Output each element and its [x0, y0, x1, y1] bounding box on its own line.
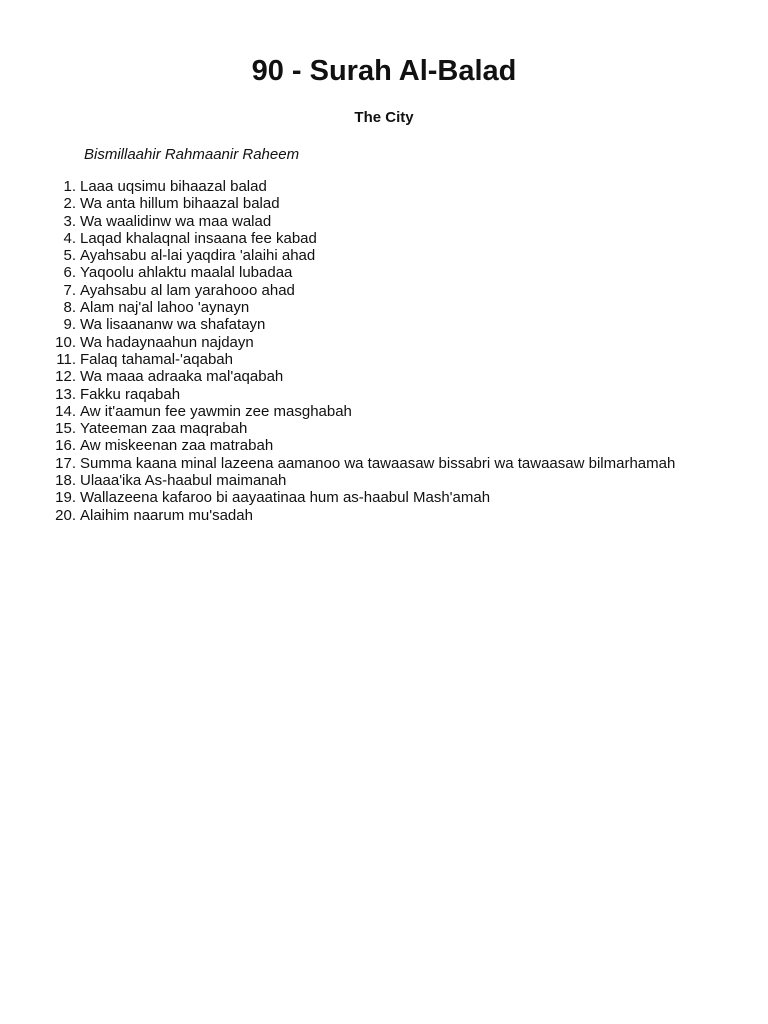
- verse-number: 18.: [55, 472, 76, 490]
- verse-text: Wa lisaananw wa shafatayn: [80, 316, 266, 334]
- verse-number: 16.: [55, 437, 76, 455]
- verse-number: 15.: [55, 420, 76, 438]
- verse-number: 1.: [63, 178, 76, 195]
- verse-text: Wa hadaynaahun najdayn: [80, 333, 254, 351]
- verse-item: [0, 403, 675, 420]
- verse-text: Ayahsabu al lam yarahooo ahad: [80, 281, 295, 299]
- verse-text: Ulaaa'ika As-haabul maimanah: [80, 472, 287, 490]
- verse-text: Alaihim naarum mu'sadah: [80, 506, 253, 524]
- verse-text: Wa waalidinw wa maa walad: [80, 212, 272, 230]
- verse-number: 13.: [55, 385, 76, 403]
- verse-item: [0, 316, 675, 333]
- verse-item: [0, 437, 675, 454]
- verse-text: Laaa uqsimu bihaazal balad: [80, 178, 267, 195]
- verse-number: 19.: [55, 489, 76, 507]
- verse-number: 2.: [63, 195, 76, 213]
- verse-item: [0, 264, 675, 281]
- verse-item: [0, 299, 675, 316]
- verse-text: Laqad khalaqnal insaana fee kabad: [80, 229, 317, 247]
- verse-text: Falaq tahamal-'aqabah: [80, 350, 233, 368]
- verse-list: [0, 178, 675, 524]
- verse-item: [0, 386, 675, 403]
- verse-number: 4.: [63, 229, 76, 247]
- verse-number: 10.: [55, 333, 76, 351]
- verse-number: 5.: [63, 247, 76, 265]
- verse-item: [0, 178, 675, 195]
- verse-text: Aw miskeenan zaa matrabah: [80, 437, 274, 455]
- verse-number: 7.: [63, 281, 76, 299]
- verse-number: 17.: [55, 454, 76, 472]
- verse-number: 11.: [56, 350, 76, 368]
- verse-item: [0, 282, 675, 299]
- verse-item: [0, 420, 675, 437]
- verse-number: 6.: [63, 264, 76, 282]
- verse-item: [0, 334, 675, 351]
- verse-text: Yaqoolu ahlaktu maalal lubadaa: [80, 264, 293, 282]
- verse-item: [0, 247, 675, 264]
- verse-item: [0, 351, 675, 368]
- verse-text: Alam naj'al lahoo 'aynayn: [80, 299, 250, 317]
- verse-item: [0, 368, 675, 385]
- verse-text: Yateeman zaa maqrabah: [80, 420, 248, 438]
- verse-number: 20.: [55, 506, 76, 524]
- verse-item: [0, 230, 675, 247]
- verse-number: 3.: [63, 212, 76, 230]
- verse-text: Summa kaana minal lazeena aamanoo wa tawaasaw bissabri wa tawaasaw bilmarhamah: [80, 454, 676, 472]
- verse-item: [0, 489, 675, 506]
- verse-text: Aw it'aamun fee yawmin zee masghabah: [80, 402, 352, 420]
- verse-item: [0, 472, 675, 489]
- bismillah-line: Bismillaahir Rahmaanir Raheem: [84, 146, 300, 163]
- verse-text: Fakku raqabah: [80, 385, 181, 403]
- verse-number: 8.: [63, 299, 76, 317]
- verse-text: Wa maaa adraaka mal'aqabah: [80, 368, 284, 386]
- verse-number: 14.: [55, 402, 76, 420]
- verse-text: Wallazeena kafaroo bi aayaatinaa hum as-haabul Mash'amah: [80, 489, 491, 507]
- verse-item: [0, 455, 675, 472]
- verse-item: [0, 213, 675, 230]
- verse-number: 9.: [63, 316, 76, 334]
- page-subtitle: The City: [354, 109, 414, 126]
- page-title: 90 - Surah Al-Balad: [251, 55, 517, 87]
- verse-text: Ayahsabu al-lai yaqdira 'alaihi ahad: [80, 247, 316, 265]
- verse-item: [0, 195, 675, 212]
- verse-number: 12.: [55, 368, 76, 386]
- verse-text: Wa anta hillum bihaazal balad: [80, 195, 280, 213]
- verse-item: [0, 507, 675, 524]
